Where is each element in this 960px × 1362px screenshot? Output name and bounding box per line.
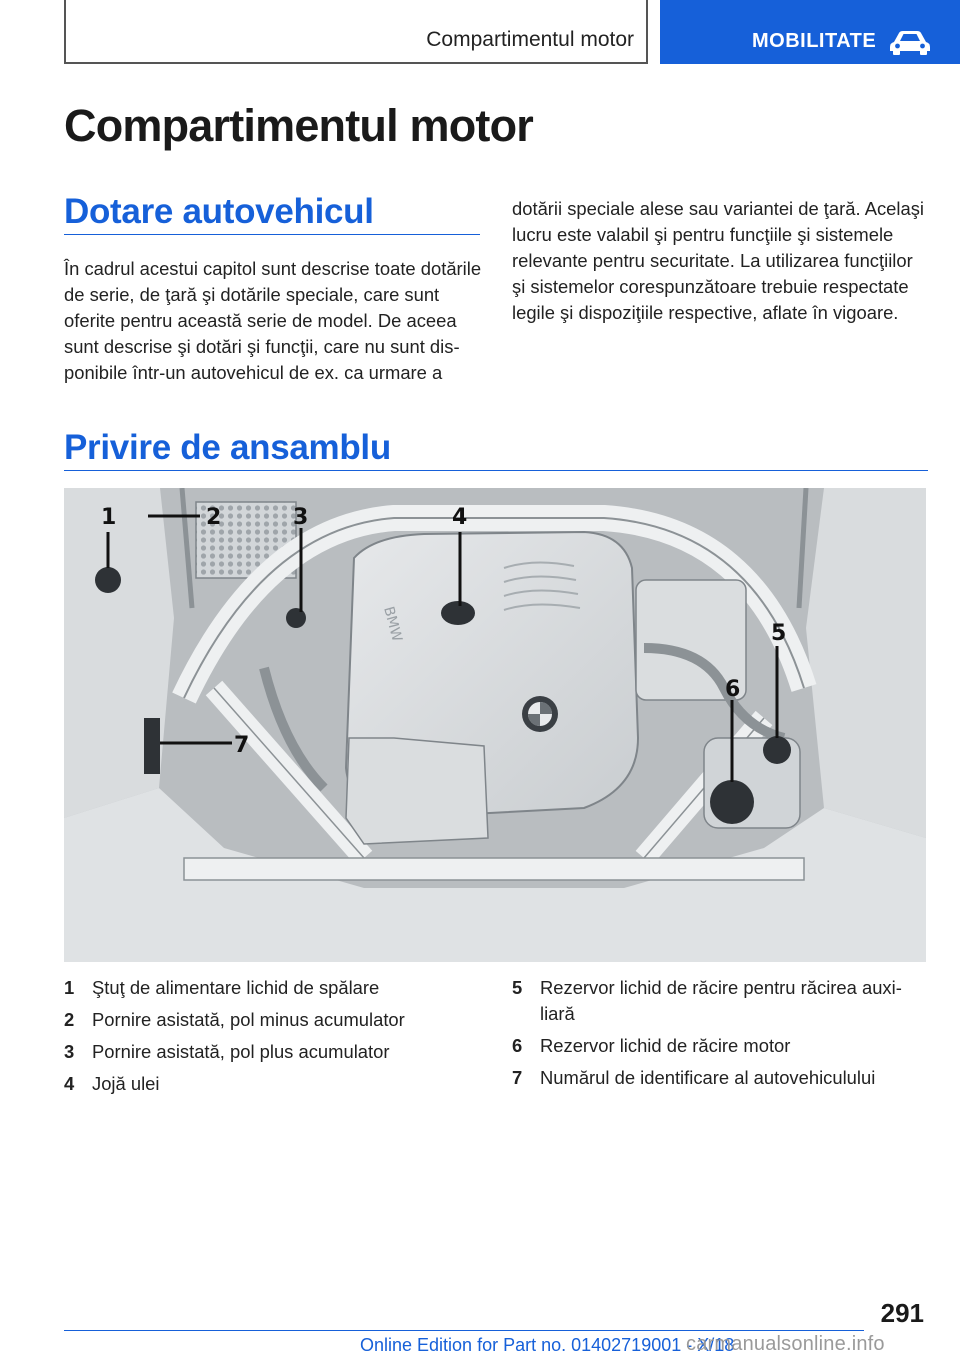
engine-cover-brand-text: BMW: [380, 604, 405, 644]
legend-list-right: [512, 975, 926, 1097]
legend-item: 6 Rezervor lichid de răcire motor: [512, 1035, 791, 1056]
footer-rule: [64, 1330, 864, 1331]
callout-6: 6: [725, 677, 741, 702]
legend-item: 7 Numărul de identificare al autovehiculului: [512, 1067, 876, 1088]
body-paragraph-col1: În cadrul acestui capitol sunt descrise toate dotările de serie, de ţară şi dotările speciale, care sunt oferite pentru această serie de model. De aceea sunt descrise şi dotări şi funcţii, care nu sunt disponibile într‑un autovehicul de ex. ca urmare a: [64, 258, 482, 383]
callout-5: 5: [771, 621, 787, 646]
legend-item: 5 Rezervor lichid de răcire pentru răcirea auxiliară: [512, 977, 902, 1024]
legend-item: 2 Pornire asistată, pol minus acumulator: [64, 1009, 405, 1030]
header-chapter-tab[interactable]: [660, 0, 960, 64]
footer-edition-text: Online Edition for Part no. 01402719001 - X/18: [360, 1335, 735, 1355]
callout-7: 7: [234, 733, 250, 758]
section-heading-privire: Privire de ansamblu: [64, 428, 391, 467]
callout-1: 1: [101, 505, 117, 530]
page-number: 291: [880, 1298, 924, 1328]
section-rule: [64, 470, 928, 471]
header-chapter-label: MOBILITATE: [752, 30, 877, 52]
header-section-box: [64, 0, 648, 64]
engine-bay-illustration: [64, 488, 926, 962]
section-rule: [64, 234, 480, 235]
header-section-title: Compartimentul motor: [426, 28, 634, 51]
legend-list-left: [64, 975, 484, 1103]
callout-4: 4: [452, 505, 468, 530]
callout-3: 3: [293, 505, 309, 530]
car-icon: [888, 28, 932, 61]
legend-item: 4 Jojă ulei: [64, 1073, 160, 1094]
section-heading-dotare: Dotare autovehicul: [64, 192, 374, 231]
page-title: Compartimentul motor: [64, 100, 534, 151]
body-paragraph-col2: dotării speciale alese sau variantei de ţară. Acelaşi lucru este valabil şi pentru funcţiile şi sistemele relevante pentru securitate. La utilizarea funcţiilor şi sistemelor corespunzătoare trebuie respectate legile şi dispoziţiile respective, aflate în vigoare.: [512, 198, 924, 323]
callout-2: 2: [206, 505, 222, 530]
watermark-text: carmanualsonline.info: [686, 1333, 885, 1355]
engine-bay-figure: [64, 488, 926, 962]
legend-item: 1 Ştuţ de alimentare lichid de spălare: [64, 977, 380, 998]
legend-item: 3 Pornire asistată, pol plus acumulator: [64, 1041, 390, 1062]
